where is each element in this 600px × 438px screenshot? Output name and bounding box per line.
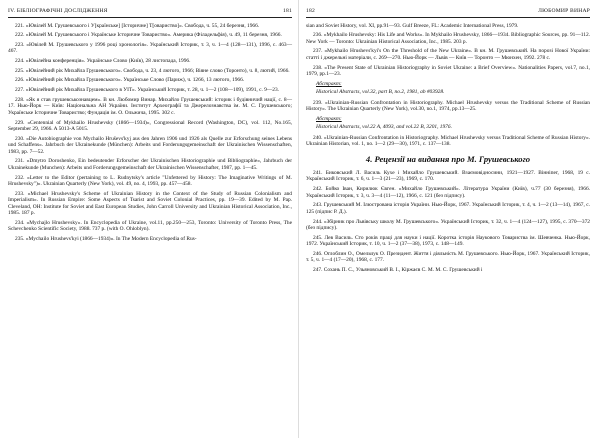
- right-page-number: 182: [306, 8, 315, 14]
- abstract-label: Абстракт:: [316, 80, 342, 87]
- bibliography-entry: 228. «Як я став грушевськознавцем». В кн. Любомир Винар. Михайло Грушевський: історик і будівничий нації, с. 8—17. Нью-Йорк — Київ: Національна АН України. Інститут Археографії та Джерелознавства ім. М. С. Грушевського; Українське Історичне Товариство; Фундація ім. О. Ольжича, 1995. 302 с.: [8, 96, 292, 116]
- bibliography-entry: 226. «Ювілейний рік Михайла Грушевського». Українське Слово (Париж), ч. 1266, 13 лютого, 1966.: [15, 77, 245, 84]
- bibliography-entry: 238. «The Present State of Ukrainian Historiography in Soviet Ukraine: a Brief Overview». Nationalities Papers, vol.7, no.1, 1979, pp.1—23.: [306, 64, 590, 78]
- abstract-reference: Historical Abstracts, vol.32, part B, no.2, 1981, ab #03928.: [316, 89, 445, 96]
- left-header-title: IV. БІБЛІОГРАФІЧНІ ДОСЛІДЖЕННЯ: [8, 8, 108, 14]
- abstract-reference: Historical Abstracts, vol.22 A, 4093, and vol.22 B, 3201, 1976.: [316, 124, 452, 131]
- review-entry: 247. Сохань П. С., Ульяновський В. І., Кіржаєв С. М. М. С. Грушевський і: [313, 267, 483, 274]
- review-entry: 244. «Збірник про Львівську школу М. Грушевського». Український Історик, т. 32, ч. 1—4 (124—127), 1995, с. 370—372 (без підпису).: [306, 218, 590, 231]
- right-entries: [306, 23, 590, 274]
- review-entry: 245. Лев Василь. Сто років праці для науки і нації. Коротка історія Наукового Товариства ім. Шевченка. Нью-Йорк, 1972. Український Історик, т. 10, ч. 1—2 (37—38), 1973, с. 148—149.: [306, 234, 590, 248]
- review-entry: 243. Грушевський М. Ілюстрована історія України. Нью-Йорк, 1967. Український Історик, т. 4, ч. 1—2 (13—14), 1967, с. 125 (підпис Р. Д.).: [306, 202, 590, 215]
- bibliography-entry: 231. «Dmytro Doroshenko, Ein bedeutender Erforscher der Ukrainischen Historiographie und Bibliographie», Jahrbuch der Ukrainekunde (Munchen): Arbeits und Forderungsgemeinschaft der Ukrainischen Wissenschafter, 1987, pp. 1—45.: [8, 158, 292, 171]
- review-entry: 246. Оглоблин О., Омельчук О. Президент. Життя і діяльність М. Грушевського. Нью-Йорк, 1967. Український Історик, т. 5, ч. 1—4 (17—20), 1968, с. 177.: [306, 250, 590, 264]
- section-title: 4. Рецензії на видання про М. Грушевського: [365, 153, 531, 164]
- review-entry: 242. Бойко Іван, Кирилюк Євген. «Михайло Грушевський». Література України (Київ), ч.77 (30 березня), 1966. Український Історик, т. 3, ч. 3—4 (11—12), 1966, с. 121 (без підпису).: [306, 186, 590, 199]
- bibliography-entry: 233. «Michael Hrushevsky's Scheme of Ukrainian History in the Context of the Study of Russian Colonialism and Imperialism». In Russian Empire: Some Aspects of Tsarist and Soviet Colonial Practices, pp. 19—39. Edited by M. Pap. Cleveland, OH: Institute for Soviet and East European Studies, John Carroll University and Ukrainian Historical Association, Inc., 1985. 187 p.: [8, 190, 292, 217]
- bibliography-entry: 239. «Ukrainian-Russian Confrontation in Historiography. Michael Hrushevsky versus the Traditional Scheme of Russian History». The Ukrainian Quarterly (New York), vol.30, no.1, 1974, pp.13—25.: [306, 99, 590, 113]
- bibliography-entry: 227. «Ювілейний рік Михайла Грушевського в УІТ». Український Історик, т. 28, ч. 1—2 (108—109), 1991, с. 9—23.: [15, 87, 279, 94]
- bibliography-entry: 234. «Mychajlo Hrushevsky». In Encyclopedia of Ukraine, vol.11, pp.250—253, Toronto: University of Toronto Press, The Schevchenko Scientific Society, 1988. 737 p. (with O. Ohloblyn).: [8, 219, 292, 233]
- right-page-header: [306, 8, 590, 18]
- bibliography-entry: 229. «Centennial of Mykhailo Hrushevsky (1866—1934)», Congressional Record (Washington, DC), vol. 112, No.165, September 29, 1966. A 5013-A 5015.: [8, 119, 292, 132]
- bibliography-entry: 235. «Mychailo Hrushevs'kyi (1866—1934)». In The Modern Encyclopedia of Rus-: [15, 236, 197, 243]
- bibliography-entry: 237. «Mykhailo Hrushevs'kyi's On the Threshold of the New Ukraine». В кн. М. Грушевський. На порозі Нової України: статті і джерельні матеріали, с. 269—270. Нью-Йорк — Львів — Київ — Торонто — Мюнхен, 1992. 278 с.: [306, 48, 590, 61]
- review-entry: 241. Биковський Л. Василь Кухе і Михайло Грушевський. Взаємовідносини, 1921—1927. Вінніпег, 1968, 19 с. Український Історик, т. 6, ч. 1—3 (21—23), 1969, с. 170.: [306, 169, 590, 183]
- bibliography-entry: 230. «Die Autobiographie von Mychailo Hruševs'kyj aus den Jahren 1906 und 1926 als Quelle zur Erforschung seines Lebens und Schaffens». Jahrbuch der Ukrainekunde (München): Arbeits und Forderungsgemeinschaft der Ukrainischen Wissenschaften, 1983, pp. 7—52.: [8, 135, 292, 155]
- bibliography-entry: 223. «Ювілей М. Грушевського у 1996 році хронологія». Український Історик, т. 3, ч. 1—4 (128—131), 1996, с. 463—467.: [8, 41, 292, 55]
- bibliography-entry: 225. «Ювілейний рік Михайла Грушевського». Свобода, ч. 23, 4 лютого, 1966; Віяне слово (Торонто), ч. 8, лютий, 1966.: [15, 67, 290, 74]
- left-page-header: [8, 8, 292, 18]
- left-page: [8, 8, 292, 434]
- left-entries: [8, 23, 292, 243]
- bibliography-entry: 224. «Ювілейна конференція». Українське Слово (Київ), 28 листопада, 1996.: [15, 58, 191, 65]
- bibliography-entry: 222. «Ювілей М. Грушевського і Українське Історичне Товариство». Америка (Філадельфія), ч. 49, 11 березня, 1966.: [15, 32, 282, 39]
- bibliography-entry: sian and Soviet History, vol. XI, pp.91—93. Gulf Breeze, FL: Academic International Press, 1979.: [306, 22, 519, 29]
- abstract-label: Абстракт:: [316, 115, 342, 122]
- right-header-title: ЛЮБОМИР ВИНАР: [538, 8, 590, 14]
- bibliography-entry: 240. «Ukrainian-Russian Confrontation in Historiography. Michael Hrushevsky versus Traditional Scheme of Russian History». Ukrainian Historian, vol. 1, no. 1—2 (29—30), 1971, c. 137—138.: [306, 134, 590, 148]
- bibliography-entry: 236. «Mykhailo Hrushevsky: His Life and Works». In Mykhailo Hrushevsky, 1866—1934. Bibliographic Sources, pp. 91—112. New York — Toronto: Ukrainian Historical Association, Inc., 1985. 203 p.: [306, 32, 590, 45]
- right-page: [306, 8, 590, 434]
- left-page-number: 181: [283, 8, 292, 14]
- bibliography-entry: 221. «Ювілей М. Грушевського і У[країнське] [Історичне] Т[овариство]». Свобода, ч. 55, 24 березня, 1966.: [15, 22, 260, 29]
- bibliography-entry: 232. «Letter to the Editor (pertaining to L. Rudnytsky's article "Unfettered by History: The Imaginative Writings of M. Hrushevsky")». Ukrainian Quarterly (New York), vol. 49, no. 4, 1993, pp. 457—458.: [8, 174, 292, 188]
- book-gutter: [298, 0, 299, 438]
